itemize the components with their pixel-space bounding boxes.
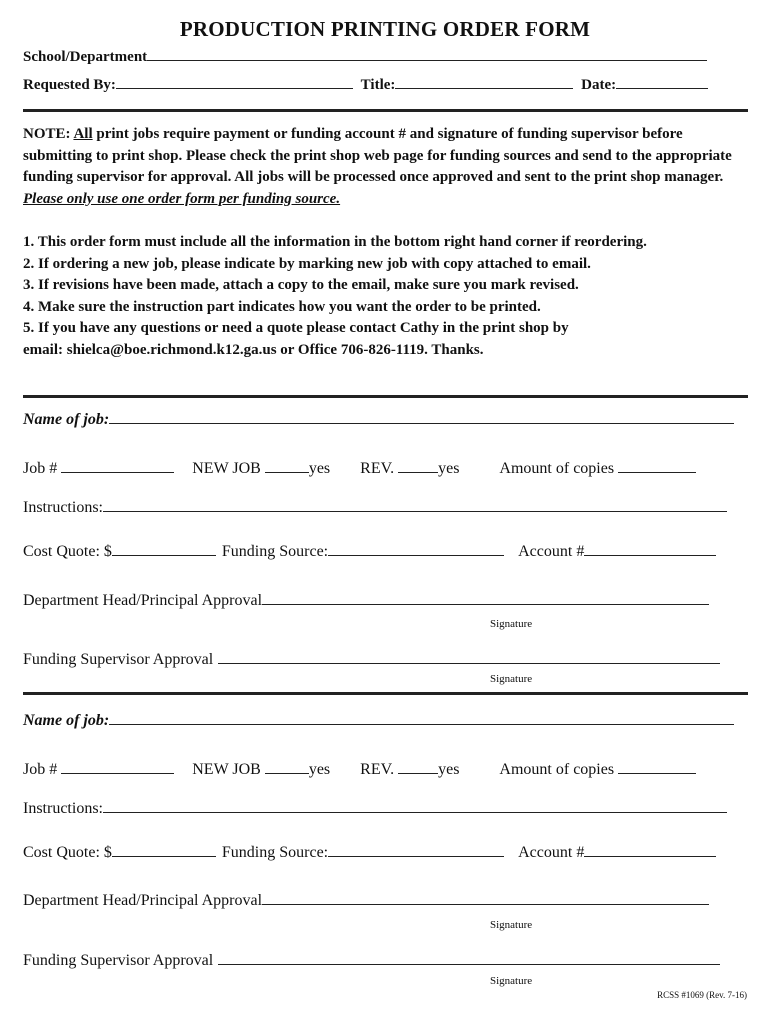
- header-divider: [23, 109, 748, 112]
- copies-field[interactable]: [618, 759, 696, 774]
- cost-quote-label: Cost Quote: $: [23, 543, 112, 560]
- instructions-label: Instructions:: [23, 499, 103, 516]
- school-department-label: School/Department: [23, 49, 148, 65]
- instructions-field[interactable]: [103, 497, 727, 512]
- cost-quote-field[interactable]: [112, 541, 216, 556]
- form-code: RCSS #1069 (Rev. 7-16): [657, 990, 747, 1000]
- note-all: All: [73, 126, 93, 142]
- rev-label: REV.: [360, 761, 395, 778]
- list-item: 3. If revisions have been made, attach a copy to the email, make sure you mark revised.: [23, 277, 579, 294]
- dept-approval-field[interactable]: [262, 890, 709, 905]
- dept-approval-label: Department Head/Principal Approval: [23, 592, 263, 609]
- copies-label: Amount of copies: [499, 761, 615, 778]
- signature-caption: Signature: [490, 673, 533, 685]
- date-field[interactable]: [616, 74, 708, 89]
- new-job-field[interactable]: [265, 759, 309, 774]
- note-body: print jobs require payment or funding account # and signature of funding supervisor before submitting to print shop. Please check the print shop web page for funding sources and send to the appropriate funding supervisor for approval. All jobs will be processed once approved and sent to the print shop manager.: [23, 126, 732, 185]
- dept-approval-label: Department Head/Principal Approval: [23, 892, 263, 909]
- rev-field[interactable]: [398, 759, 438, 774]
- job-name-line: [23, 710, 748, 730]
- dept-approval-field[interactable]: [262, 590, 709, 605]
- copies-field[interactable]: [618, 458, 696, 473]
- requested-by-line: [23, 74, 748, 94]
- title-field[interactable]: [395, 74, 573, 89]
- new-job-label: NEW JOB: [192, 460, 261, 477]
- cost-quote-line: [23, 541, 748, 561]
- funding-source-label: Funding Source:: [221, 844, 329, 861]
- account-label: Account #: [518, 844, 585, 861]
- instructions-line: [23, 798, 748, 818]
- dept-approval-line: [23, 590, 748, 610]
- form-title: PRODUCTION PRINTING ORDER FORM: [179, 17, 591, 41]
- cost-quote-label: Cost Quote: $: [23, 844, 112, 861]
- signature-caption: Signature: [490, 975, 533, 987]
- list-item: 4. Make sure the instruction part indicates how you want the order to be printed.: [23, 298, 541, 315]
- account-field[interactable]: [584, 842, 716, 857]
- funding-approval-field[interactable]: [218, 649, 720, 664]
- funding-approval-label: Funding Supervisor Approval: [23, 952, 214, 969]
- instructions-line: [23, 497, 748, 517]
- school-department-field[interactable]: [147, 46, 707, 61]
- note-emphasis: Please only use one order form per funding source.: [23, 190, 341, 207]
- new-job-label: NEW JOB: [192, 761, 261, 778]
- section-divider: [23, 692, 748, 695]
- list-item: email: shielca@boe.richmond.k12.ga.us or Office 706-826-1119. Thanks.: [23, 341, 484, 358]
- cost-quote-field[interactable]: [112, 842, 216, 857]
- requested-by-field[interactable]: [116, 74, 353, 89]
- signature-caption: Signature: [490, 919, 533, 931]
- funding-source-field[interactable]: [328, 842, 504, 857]
- funding-approval-line: [23, 649, 748, 669]
- job-number-line: [23, 458, 748, 478]
- rev-field[interactable]: [398, 458, 438, 473]
- new-job-field[interactable]: [265, 458, 309, 473]
- instructions-field[interactable]: [103, 798, 727, 813]
- funding-source-field[interactable]: [328, 541, 504, 556]
- job-number-line: [23, 759, 748, 779]
- cost-quote-line: [23, 842, 748, 862]
- job-name-field[interactable]: [109, 409, 734, 424]
- list-item: 2. If ordering a new job, please indicate by marking new job with copy attached to email.: [23, 255, 591, 272]
- signature-caption: Signature: [490, 618, 533, 630]
- title-label: Title:: [360, 77, 396, 93]
- list-item: 5. If you have any questions or need a quote please contact Cathy in the print shop by: [23, 320, 569, 337]
- funding-approval-label: Funding Supervisor Approval: [23, 651, 214, 668]
- job-number-label: Job #: [23, 460, 58, 477]
- date-label: Date:: [581, 77, 617, 93]
- rev-yes: yes: [438, 761, 460, 778]
- new-job-yes: yes: [308, 761, 331, 778]
- requested-by-label: Requested By:: [23, 77, 116, 93]
- job-number-field[interactable]: [61, 458, 174, 473]
- account-field[interactable]: [584, 541, 716, 556]
- account-label: Account #: [518, 543, 585, 560]
- rev-label: REV.: [360, 460, 395, 477]
- funding-source-label: Funding Source:: [221, 543, 329, 560]
- note-paragraph: [23, 124, 751, 210]
- instructions-list: [23, 232, 753, 362]
- instructions-label: Instructions:: [23, 800, 103, 817]
- section-divider: [23, 395, 748, 398]
- job-number-field[interactable]: [61, 759, 174, 774]
- job-name-line: [23, 409, 748, 429]
- dept-approval-line: [23, 890, 748, 910]
- note-prefix: NOTE:: [23, 126, 74, 142]
- funding-approval-field[interactable]: [218, 950, 720, 965]
- copies-label: Amount of copies: [499, 460, 615, 477]
- new-job-yes: yes: [308, 460, 331, 477]
- list-item: 1. This order form must include all the information in the bottom right hand corner if reordering.: [23, 234, 647, 250]
- job-number-label: Job #: [23, 761, 58, 778]
- funding-approval-line: [23, 950, 748, 970]
- rev-yes: yes: [438, 460, 460, 477]
- job-name-label: Name of job:: [23, 712, 110, 729]
- job-name-field[interactable]: [109, 710, 734, 725]
- school-department-line: [23, 46, 748, 66]
- job-name-label: Name of job:: [23, 411, 110, 428]
